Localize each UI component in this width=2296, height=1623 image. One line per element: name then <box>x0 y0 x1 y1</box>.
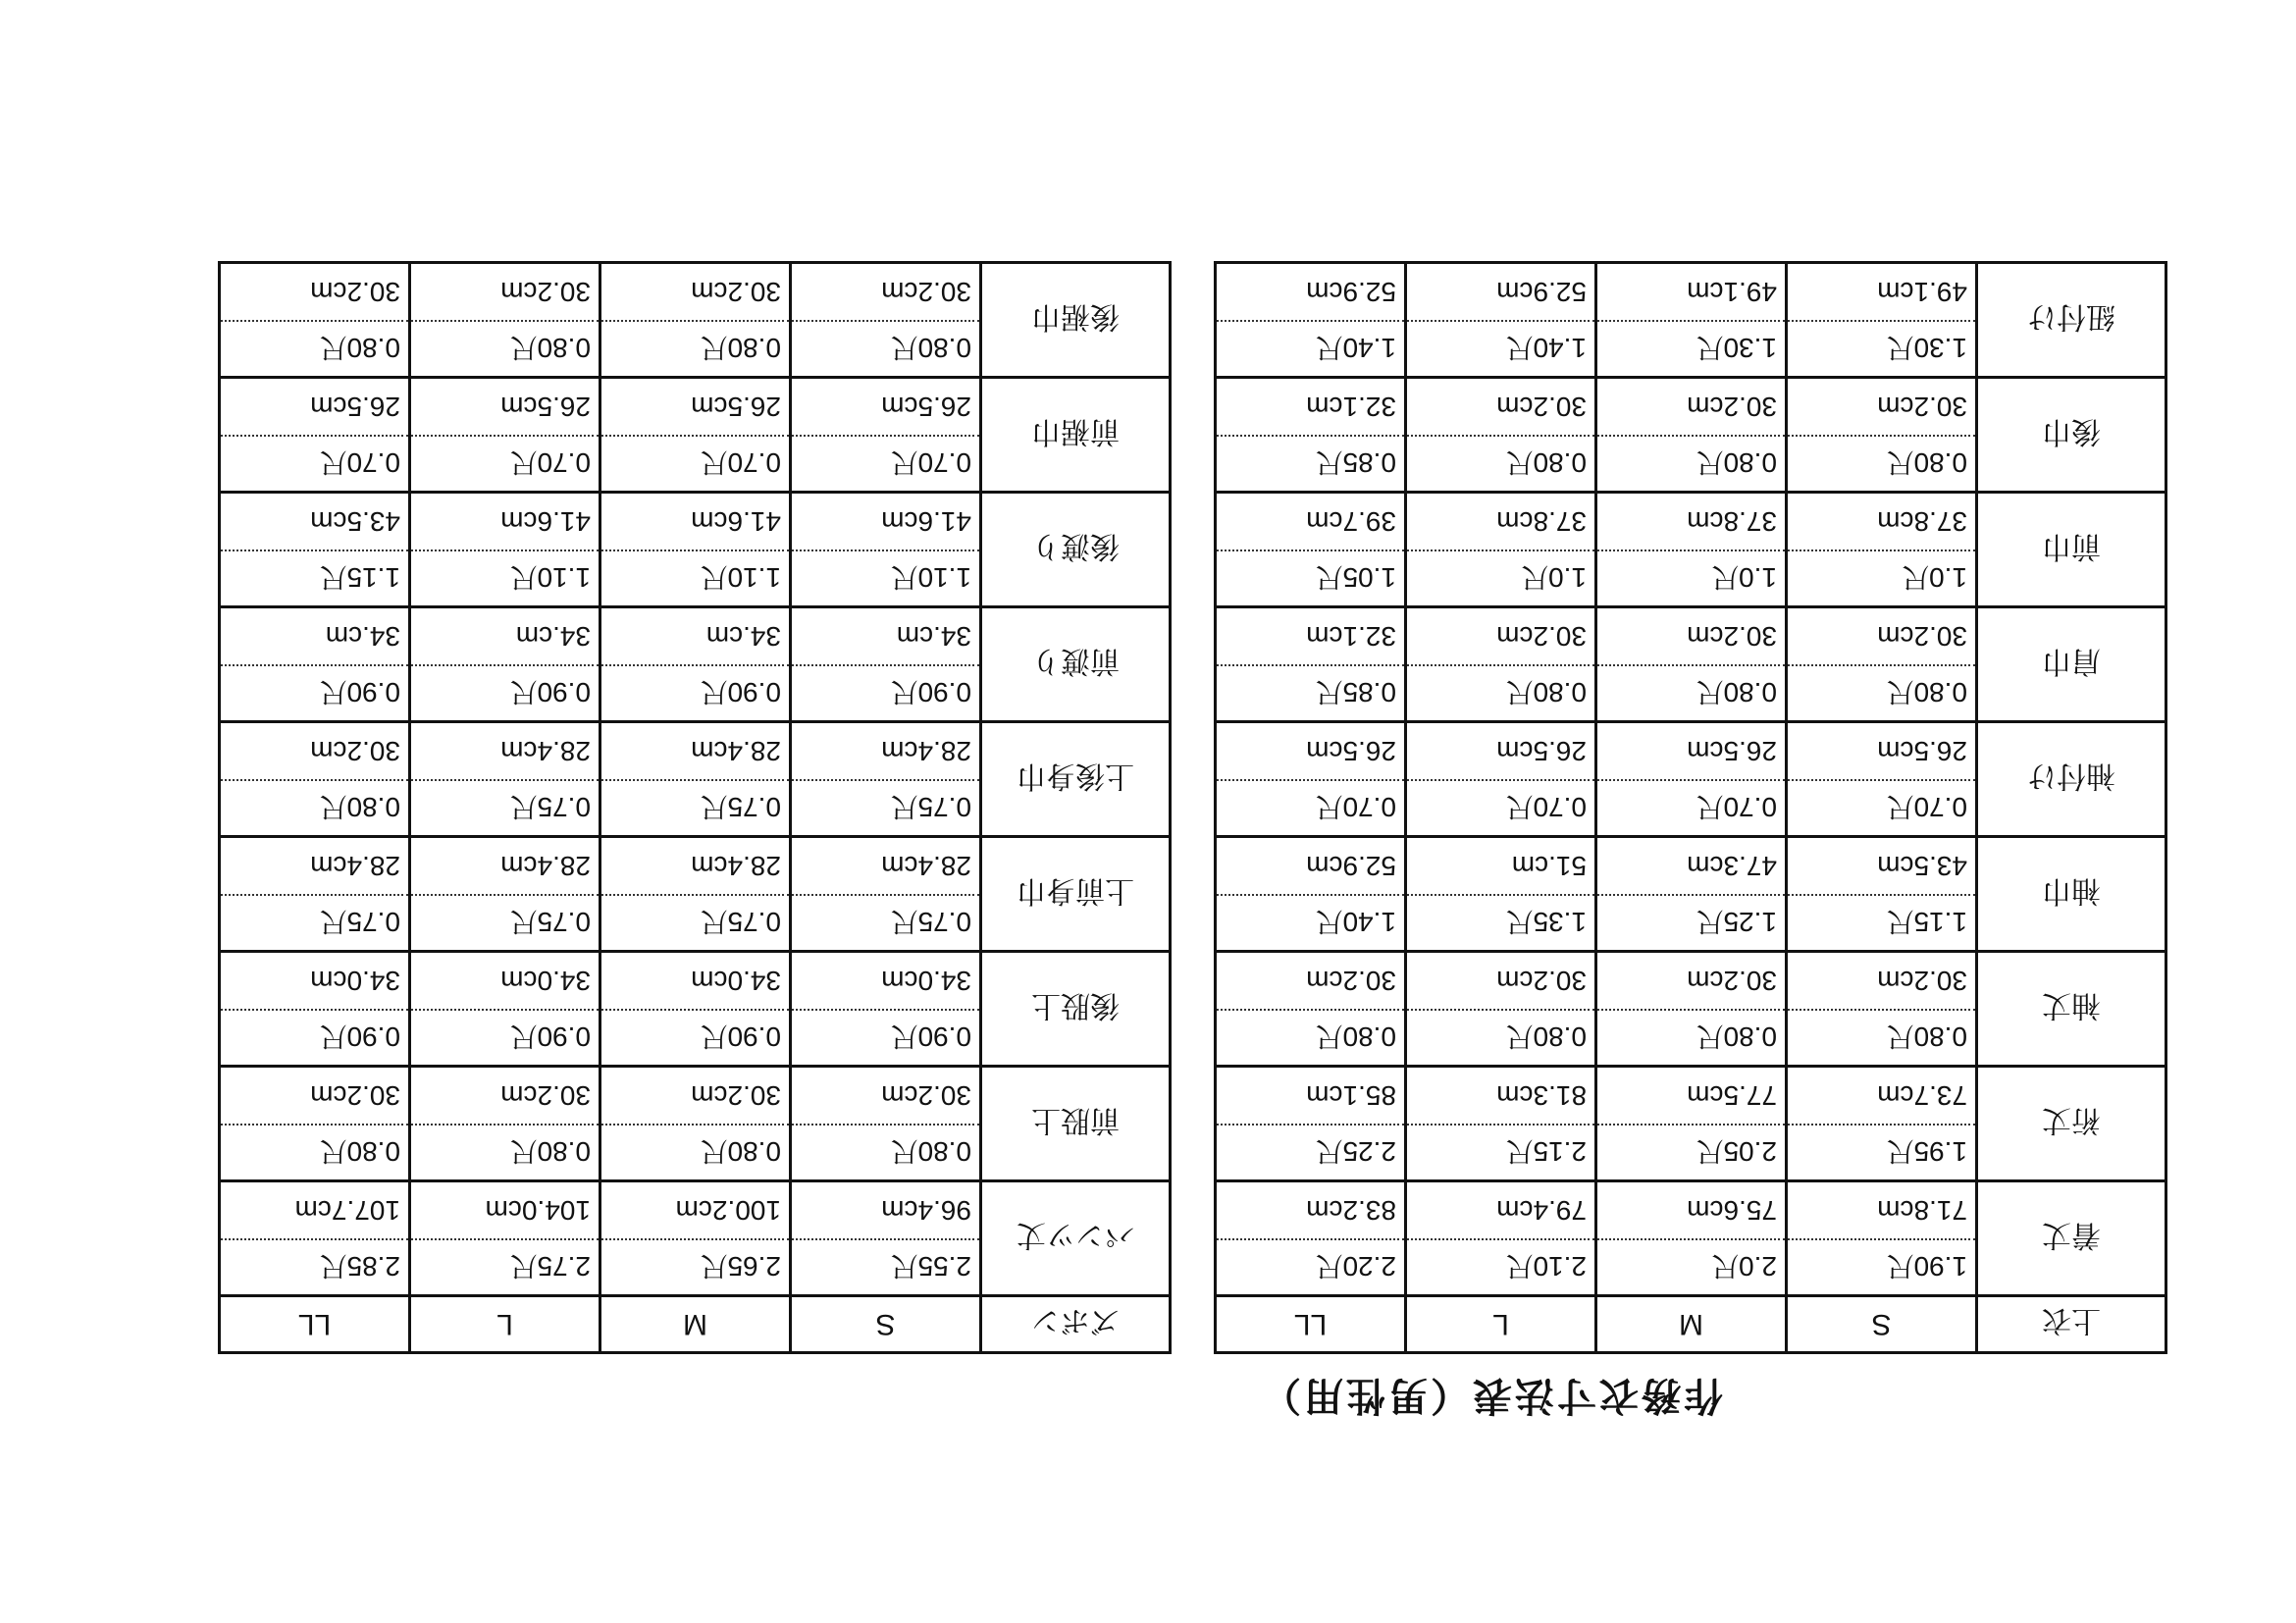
shaku-value: 1.0尺 <box>1407 550 1594 605</box>
size-cell <box>1406 493 1596 607</box>
size-cell <box>220 1181 410 1296</box>
cm-value: 73.7cm <box>1877 1080 1967 1111</box>
cm-value: 30.2cm <box>1687 392 1777 422</box>
cm-value: 30.2cm <box>310 1080 400 1111</box>
cm-value: 26.5cm <box>1687 736 1777 766</box>
shaku-value: 0.90尺 <box>601 664 789 720</box>
size-cell <box>1787 952 1977 1067</box>
cm-value: 26.5cm <box>1496 736 1587 766</box>
size-cell <box>600 1067 791 1181</box>
cm-value: 30.2cm <box>310 277 400 307</box>
size-cell <box>1216 607 1406 722</box>
shaku-value: 0.80尺 <box>1407 1009 1594 1065</box>
shaku-value: 0.70尺 <box>1788 779 1975 835</box>
cm-value: 30.2cm <box>1306 966 1396 996</box>
shaku-value: 1.0尺 <box>1788 550 1975 605</box>
shaku-value: 0.80尺 <box>1597 664 1785 720</box>
shaku-value: 1.10尺 <box>792 550 979 605</box>
shaku-value: 0.70尺 <box>1407 779 1594 835</box>
cm-value: 28.4cm <box>881 851 971 881</box>
shaku-value: 0.70尺 <box>221 435 408 491</box>
size-cell <box>1216 378 1406 493</box>
shaku-value: 0.80尺 <box>1788 435 1975 491</box>
shaku-value: 0.85尺 <box>1217 664 1404 720</box>
table-row <box>220 263 1171 378</box>
row-label: 後裾巾 <box>981 263 1171 378</box>
size-cell <box>1406 837 1596 952</box>
row-label: パンツ丈 <box>981 1181 1171 1296</box>
shaku-value: 0.85尺 <box>1217 435 1404 491</box>
cm-value: 30.2cm <box>1496 621 1587 652</box>
row-label: 後股上 <box>981 952 1171 1067</box>
size-cell <box>791 607 981 722</box>
cm-value: 100.2cm <box>675 1195 781 1226</box>
cm-value: 37.8cm <box>1877 506 1967 537</box>
shaku-value: 0.90尺 <box>792 664 979 720</box>
shaku-value: 0.80尺 <box>1407 435 1594 491</box>
shaku-value: 0.75尺 <box>792 779 979 835</box>
size-cell <box>1406 1181 1596 1296</box>
shaku-value: 1.30尺 <box>1788 320 1975 376</box>
pants-table-body <box>220 263 1171 1296</box>
cm-value: 26.5cm <box>1877 736 1967 766</box>
table-row <box>220 378 1171 493</box>
size-cell <box>791 493 981 607</box>
size-cell <box>1596 607 1787 722</box>
cm-value: 43.5cm <box>1877 851 1967 881</box>
cm-value: 26.5cm <box>310 392 400 422</box>
size-cell <box>410 1181 600 1296</box>
size-cell <box>1216 1067 1406 1181</box>
table-row <box>220 1067 1171 1181</box>
cm-value: 83.2cm <box>1306 1195 1396 1226</box>
size-cell <box>1787 722 1977 837</box>
cm-value: 41.6cm <box>691 506 781 537</box>
size-cell <box>220 952 410 1067</box>
cm-value: 52.9cm <box>1306 277 1396 307</box>
shaku-value: 2.05尺 <box>1597 1124 1785 1179</box>
cm-value: 28.4cm <box>500 851 591 881</box>
size-cell <box>1787 1181 1977 1296</box>
size-cell <box>600 607 791 722</box>
cm-value: 34.cm <box>325 621 400 652</box>
cm-value: 34.cm <box>896 621 971 652</box>
cm-value: 26.5cm <box>881 392 971 422</box>
row-label: 後渡り <box>981 493 1171 607</box>
shaku-value: 0.70尺 <box>411 435 599 491</box>
size-cell <box>220 493 410 607</box>
cm-value: 26.5cm <box>500 392 591 422</box>
size-header-m: M <box>1596 1296 1787 1353</box>
row-label: 前巾 <box>1977 493 2166 607</box>
shaku-value: 0.70尺 <box>1597 779 1785 835</box>
table-row <box>220 607 1171 722</box>
size-cell <box>1406 1067 1596 1181</box>
cm-value: 30.2cm <box>1877 966 1967 996</box>
table-row <box>1216 493 2166 607</box>
table-row <box>1216 378 2166 493</box>
shaku-value: 0.90尺 <box>411 1009 599 1065</box>
table-row <box>1216 722 2166 837</box>
table-row <box>220 493 1171 607</box>
shaku-value: 1.25尺 <box>1597 894 1785 950</box>
size-header-ll: LL <box>1216 1296 1406 1353</box>
row-label: 袖巾 <box>1977 837 2166 952</box>
row-label: 上前身巾 <box>981 837 1171 952</box>
size-cell <box>1596 952 1787 1067</box>
row-label: 上後身巾 <box>981 722 1171 837</box>
cm-value: 34.cm <box>515 621 591 652</box>
table-header-row <box>1216 1296 2166 1353</box>
shaku-value: 1.35尺 <box>1407 894 1594 950</box>
size-cell <box>1406 378 1596 493</box>
cm-value: 30.2cm <box>310 736 400 766</box>
cm-value: 30.2cm <box>1687 966 1777 996</box>
size-cell <box>1787 1067 1977 1181</box>
shaku-value: 0.80尺 <box>411 1124 599 1179</box>
cm-value: 49.1cm <box>1687 277 1777 307</box>
table-row <box>1216 263 2166 378</box>
shaku-value: 0.75尺 <box>411 779 599 835</box>
shaku-value: 0.90尺 <box>411 664 599 720</box>
table-row <box>1216 837 2166 952</box>
shaku-value: 0.80尺 <box>792 320 979 376</box>
cm-value: 85.1cm <box>1306 1080 1396 1111</box>
cm-value: 96.4cm <box>881 1195 971 1226</box>
shaku-value: 0.80尺 <box>1407 664 1594 720</box>
size-cell <box>1406 952 1596 1067</box>
shaku-value: 0.80尺 <box>1217 1009 1404 1065</box>
size-cell <box>410 378 600 493</box>
size-cell <box>1406 607 1596 722</box>
size-cell <box>1596 837 1787 952</box>
shaku-value: 1.40尺 <box>1217 320 1404 376</box>
shaku-value: 0.80尺 <box>411 320 599 376</box>
table-row <box>220 837 1171 952</box>
shaku-value: 0.80尺 <box>221 1124 408 1179</box>
size-cell <box>791 1181 981 1296</box>
shaku-value: 1.40尺 <box>1407 320 1594 376</box>
cm-value: 41.6cm <box>500 506 591 537</box>
table-row <box>1216 1067 2166 1181</box>
size-cell <box>220 378 410 493</box>
size-cell <box>1787 263 1977 378</box>
shaku-value: 0.75尺 <box>411 894 599 950</box>
shaku-value: 0.80尺 <box>792 1124 979 1179</box>
size-cell <box>791 837 981 952</box>
cm-value: 34.0cm <box>881 966 971 996</box>
shaku-value: 1.30尺 <box>1597 320 1785 376</box>
cm-value: 34.0cm <box>691 966 781 996</box>
shaku-value: 0.75尺 <box>221 894 408 950</box>
size-cell <box>1596 1067 1787 1181</box>
document-title: 作務衣寸法表（男性用） <box>1259 1373 1723 1418</box>
size-header-m: M <box>600 1296 791 1353</box>
size-cell <box>1596 722 1787 837</box>
size-cell <box>791 1067 981 1181</box>
size-cell <box>1787 493 1977 607</box>
size-cell <box>1787 378 1977 493</box>
shaku-value: 1.0尺 <box>1597 550 1785 605</box>
size-cell <box>791 378 981 493</box>
shaku-value: 2.65尺 <box>601 1238 789 1294</box>
size-header-l: L <box>410 1296 600 1353</box>
cm-value: 71.8cm <box>1877 1195 1967 1226</box>
shaku-value: 1.15尺 <box>221 550 408 605</box>
cm-value: 30.2cm <box>691 277 781 307</box>
table-row <box>220 952 1171 1067</box>
jacket-size-table <box>1214 261 2167 1354</box>
cm-value: 28.4cm <box>691 736 781 766</box>
cm-value: 77.5cm <box>1687 1080 1777 1111</box>
size-cell <box>220 263 410 378</box>
size-cell <box>1406 263 1596 378</box>
cm-value: 32.1cm <box>1306 621 1396 652</box>
cm-value: 30.2cm <box>500 277 591 307</box>
cm-value: 30.2cm <box>1687 621 1777 652</box>
cm-value: 52.9cm <box>1306 851 1396 881</box>
cm-value: 52.9cm <box>1496 277 1587 307</box>
size-cell <box>220 1067 410 1181</box>
shaku-value: 2.10尺 <box>1407 1238 1594 1294</box>
size-cell <box>410 263 600 378</box>
cm-value: 28.4cm <box>310 851 400 881</box>
row-label: 前股上 <box>981 1067 1171 1181</box>
size-cell <box>1216 722 1406 837</box>
shaku-value: 2.15尺 <box>1407 1124 1594 1179</box>
cm-value: 41.6cm <box>881 506 971 537</box>
table-row <box>1216 1181 2166 1296</box>
row-label: 紐付け <box>1977 263 2166 378</box>
size-cell <box>791 952 981 1067</box>
shaku-value: 0.75尺 <box>601 894 789 950</box>
size-cell <box>1216 1181 1406 1296</box>
shaku-value: 0.70尺 <box>792 435 979 491</box>
shaku-value: 0.75尺 <box>601 779 789 835</box>
shaku-value: 1.40尺 <box>1217 894 1404 950</box>
shaku-value: 1.15尺 <box>1788 894 1975 950</box>
shaku-value: 0.75尺 <box>792 894 979 950</box>
shaku-value: 0.80尺 <box>221 320 408 376</box>
cm-value: 79.4cm <box>1496 1195 1587 1226</box>
size-cell <box>1596 378 1787 493</box>
cm-value: 28.4cm <box>500 736 591 766</box>
size-cell <box>410 607 600 722</box>
size-cell <box>1787 837 1977 952</box>
shaku-value: 0.80尺 <box>1788 664 1975 720</box>
size-cell <box>1596 263 1787 378</box>
row-label: 前渡り <box>981 607 1171 722</box>
row-label: 袖丈 <box>1977 952 2166 1067</box>
size-cell <box>600 493 791 607</box>
shaku-value: 1.90尺 <box>1788 1238 1975 1294</box>
size-cell <box>791 263 981 378</box>
size-header-ll: LL <box>220 1296 410 1353</box>
cm-value: 30.2cm <box>1877 621 1967 652</box>
size-cell <box>410 1067 600 1181</box>
row-label: 着丈 <box>1977 1181 2166 1296</box>
shaku-value: 0.70尺 <box>1217 779 1404 835</box>
shaku-value: 2.0尺 <box>1597 1238 1785 1294</box>
size-cell <box>1216 493 1406 607</box>
cm-value: 104.0cm <box>485 1195 591 1226</box>
size-header-l: L <box>1406 1296 1596 1353</box>
shaku-value: 0.80尺 <box>1597 435 1785 491</box>
size-cell <box>600 1181 791 1296</box>
size-cell <box>410 493 600 607</box>
size-cell <box>600 378 791 493</box>
size-cell <box>600 837 791 952</box>
shaku-value: 1.10尺 <box>601 550 789 605</box>
shaku-value: 0.80尺 <box>601 1124 789 1179</box>
cm-value: 30.2cm <box>1496 966 1587 996</box>
cm-value: 37.8cm <box>1496 506 1587 537</box>
shaku-value: 0.80尺 <box>1597 1009 1785 1065</box>
cm-value: 28.4cm <box>691 851 781 881</box>
cm-value: 30.2cm <box>1877 392 1967 422</box>
row-label: 袖付け <box>1977 722 2166 837</box>
size-cell <box>1216 837 1406 952</box>
cm-value: 49.1cm <box>1877 277 1967 307</box>
cm-value: 30.2cm <box>881 277 971 307</box>
cm-value: 51.cm <box>1511 851 1587 881</box>
cm-value: 37.8cm <box>1687 506 1777 537</box>
shaku-value: 0.90尺 <box>792 1009 979 1065</box>
cm-value: 107.7cm <box>294 1195 400 1226</box>
size-cell <box>1216 952 1406 1067</box>
cm-value: 28.4cm <box>881 736 971 766</box>
size-cell <box>410 952 600 1067</box>
size-cell <box>1406 722 1596 837</box>
cm-value: 39.7cm <box>1306 506 1396 537</box>
cm-value: 47.3cm <box>1687 851 1777 881</box>
jacket-table-body <box>1216 263 2166 1296</box>
table-row <box>1216 952 2166 1067</box>
cm-value: 81.3cm <box>1496 1080 1587 1111</box>
shaku-value: 2.20尺 <box>1217 1238 1404 1294</box>
size-cell <box>220 722 410 837</box>
shaku-value: 0.90尺 <box>221 664 408 720</box>
cm-value: 30.2cm <box>1496 392 1587 422</box>
shaku-value: 0.80尺 <box>1788 1009 1975 1065</box>
size-cell <box>1596 493 1787 607</box>
cm-value: 75.6cm <box>1687 1195 1777 1226</box>
size-cell <box>600 722 791 837</box>
size-cell <box>220 607 410 722</box>
shaku-value: 0.90尺 <box>601 1009 789 1065</box>
cm-value: 26.5cm <box>1306 736 1396 766</box>
cm-value: 30.2cm <box>500 1080 591 1111</box>
shaku-value: 1.95尺 <box>1788 1124 1975 1179</box>
shaku-value: 0.90尺 <box>221 1009 408 1065</box>
size-cell <box>410 722 600 837</box>
size-cell <box>1596 1181 1787 1296</box>
shaku-value: 0.80尺 <box>601 320 789 376</box>
size-cell <box>410 837 600 952</box>
shaku-value: 0.70尺 <box>601 435 789 491</box>
cm-value: 34.0cm <box>310 966 400 996</box>
shaku-value: 0.80尺 <box>221 779 408 835</box>
table-header-label: 上衣 <box>1977 1296 2166 1353</box>
size-cell <box>791 722 981 837</box>
row-label: 前裾巾 <box>981 378 1171 493</box>
shaku-value: 2.25尺 <box>1217 1124 1404 1179</box>
row-label: 裄丈 <box>1977 1067 2166 1181</box>
cm-value: 34.cm <box>705 621 781 652</box>
table-header-label: ズボン <box>981 1296 1171 1353</box>
table-row <box>220 1181 1171 1296</box>
shaku-value: 2.55尺 <box>792 1238 979 1294</box>
table-row <box>1216 607 2166 722</box>
shaku-value: 2.85尺 <box>221 1238 408 1294</box>
size-cell <box>600 263 791 378</box>
cm-value: 43.5cm <box>310 506 400 537</box>
size-cell <box>600 952 791 1067</box>
table-header-row <box>220 1296 1171 1353</box>
shaku-value: 1.10尺 <box>411 550 599 605</box>
shaku-value: 1.05尺 <box>1217 550 1404 605</box>
row-label: 後巾 <box>1977 378 2166 493</box>
table-row <box>220 722 1171 837</box>
row-label: 肩巾 <box>1977 607 2166 722</box>
pants-size-table <box>218 261 1172 1354</box>
cm-value: 30.2cm <box>881 1080 971 1111</box>
size-cell <box>1787 607 1977 722</box>
shaku-value: 2.75尺 <box>411 1238 599 1294</box>
cm-value: 34.0cm <box>500 966 591 996</box>
size-cell <box>1216 263 1406 378</box>
cm-value: 26.5cm <box>691 392 781 422</box>
cm-value: 32.1cm <box>1306 392 1396 422</box>
cm-value: 30.2cm <box>691 1080 781 1111</box>
size-cell <box>220 837 410 952</box>
size-header-s: S <box>1787 1296 1977 1353</box>
size-header-s: S <box>791 1296 981 1353</box>
